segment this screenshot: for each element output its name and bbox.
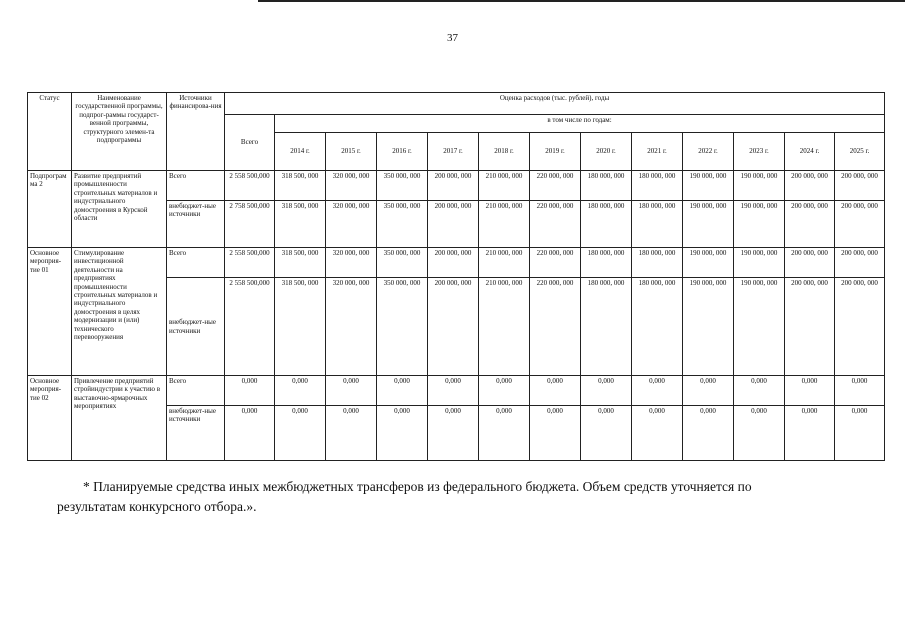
row-year-value: 180 000, 000 <box>581 278 632 376</box>
row-status: Основное мероприя-тие 01 <box>28 248 72 376</box>
page-number: 37 <box>447 32 458 44</box>
header-year: 2016 г. <box>377 133 428 171</box>
row-year-value: 190 000, 000 <box>734 201 785 248</box>
scan-top-edge-line <box>258 0 905 2</box>
header-year: 2023 г. <box>734 133 785 171</box>
row-year-value: 0,000 <box>377 376 428 406</box>
row-year-value: 200 000, 000 <box>428 171 479 201</box>
row-year-value: 200 000, 000 <box>428 201 479 248</box>
row-year-value: 0,000 <box>530 376 581 406</box>
row-year-value: 180 000, 000 <box>632 171 683 201</box>
row-year-value: 190 000, 000 <box>734 248 785 278</box>
row-source: внебюджет-ные источники <box>167 278 225 376</box>
row-year-value: 210 000, 000 <box>479 171 530 201</box>
row-year-value: 318 500, 000 <box>275 201 326 248</box>
row-year-value: 200 000, 000 <box>785 201 835 248</box>
row-year-value: 180 000, 000 <box>581 248 632 278</box>
row-source: Всего <box>167 376 225 406</box>
header-year: 2021 г. <box>632 133 683 171</box>
header-year: 2020 г. <box>581 133 632 171</box>
row-year-value: 180 000, 000 <box>632 201 683 248</box>
row-total: 2 758 500,000 <box>225 201 275 248</box>
header-year: 2018 г. <box>479 133 530 171</box>
row-year-value: 180 000, 000 <box>581 201 632 248</box>
row-year-value: 320 000, 000 <box>326 171 377 201</box>
row-year-value: 220 000, 000 <box>530 248 581 278</box>
row-year-value: 210 000, 000 <box>479 201 530 248</box>
header-year: 2025 г. <box>835 133 885 171</box>
header-sources: Источники финансирова-ния <box>167 93 225 171</box>
row-year-value: 0,000 <box>479 406 530 461</box>
row-year-value: 318 500, 000 <box>275 278 326 376</box>
header-year: 2014 г. <box>275 133 326 171</box>
row-year-value: 0,000 <box>632 376 683 406</box>
row-year-value: 220 000, 000 <box>530 278 581 376</box>
footnote <box>57 477 847 517</box>
header-estimate: Оценка расходов (тыс. рублей), годы <box>225 93 885 115</box>
row-year-value: 200 000, 000 <box>428 278 479 376</box>
row-year-value: 350 000, 000 <box>377 201 428 248</box>
row-year-value: 0,000 <box>326 406 377 461</box>
table-row <box>28 171 885 201</box>
row-source: внебюджет-ные источники <box>167 406 225 461</box>
row-year-value: 350 000, 000 <box>377 248 428 278</box>
row-year-value: 0,000 <box>275 376 326 406</box>
row-year-value: 220 000, 000 <box>530 171 581 201</box>
row-year-value: 320 000, 000 <box>326 278 377 376</box>
row-source: Всего <box>167 248 225 278</box>
header-year: 2024 г. <box>785 133 835 171</box>
row-year-value: 190 000, 000 <box>683 278 734 376</box>
row-status: Подпрограм ма 2 <box>28 171 72 248</box>
row-year-value: 0,000 <box>275 406 326 461</box>
row-year-value: 0,000 <box>785 406 835 461</box>
row-total: 2 558 500,000 <box>225 248 275 278</box>
row-year-value: 0,000 <box>734 406 785 461</box>
row-year-value: 190 000, 000 <box>734 278 785 376</box>
row-year-value: 0,000 <box>835 376 885 406</box>
table-row <box>28 376 885 406</box>
row-total: 0,000 <box>225 406 275 461</box>
header-name: Наименование государственной программы, подпрог-раммы государст-венной программы, структурного элемен-та подпрограммы <box>72 93 167 171</box>
row-year-value: 180 000, 000 <box>632 278 683 376</box>
row-year-value: 0,000 <box>734 376 785 406</box>
budget-table <box>27 92 885 461</box>
row-year-value: 318 500, 000 <box>275 248 326 278</box>
row-year-value: 320 000, 000 <box>326 248 377 278</box>
row-year-value: 0,000 <box>683 376 734 406</box>
header-year: 2022 г. <box>683 133 734 171</box>
row-total: 2 558 500,000 <box>225 171 275 201</box>
row-year-value: 0,000 <box>581 376 632 406</box>
row-year-value: 190 000, 000 <box>683 248 734 278</box>
footnote-line-1: * Планируемые средства иных межбюджетных трансферов из федерального бюджета. Объем средств уточняется по <box>83 479 752 494</box>
row-year-value: 200 000, 000 <box>428 248 479 278</box>
row-year-value: 318 500, 000 <box>275 171 326 201</box>
row-year-value: 0,000 <box>479 376 530 406</box>
row-year-value: 180 000, 000 <box>581 171 632 201</box>
row-year-value: 220 000, 000 <box>530 201 581 248</box>
row-year-value: 200 000, 000 <box>785 171 835 201</box>
row-source: внебюджет-ные источники <box>167 201 225 248</box>
row-year-value: 0,000 <box>581 406 632 461</box>
row-year-value: 0,000 <box>428 376 479 406</box>
row-name: Привлечение предприятий стройиндустрии к участию в выставочно-ярмарочных мероприятиях <box>72 376 167 461</box>
row-year-value: 0,000 <box>377 406 428 461</box>
row-year-value: 0,000 <box>785 376 835 406</box>
row-year-value: 180 000, 000 <box>632 248 683 278</box>
row-year-value: 0,000 <box>326 376 377 406</box>
footnote-line-2: результатам конкурсного отбора.». <box>57 499 257 514</box>
row-year-value: 0,000 <box>683 406 734 461</box>
row-year-value: 0,000 <box>835 406 885 461</box>
row-year-value: 320 000, 000 <box>326 201 377 248</box>
row-year-value: 200 000, 000 <box>785 248 835 278</box>
row-year-value: 0,000 <box>530 406 581 461</box>
row-year-value: 190 000, 000 <box>734 171 785 201</box>
table-row <box>28 248 885 278</box>
row-year-value: 190 000, 000 <box>683 201 734 248</box>
header-year: 2017 г. <box>428 133 479 171</box>
row-year-value: 200 000, 000 <box>835 248 885 278</box>
header-year: 2015 г. <box>326 133 377 171</box>
row-year-value: 210 000, 000 <box>479 278 530 376</box>
row-year-value: 210 000, 000 <box>479 248 530 278</box>
row-status: Основное мероприя-тие 02 <box>28 376 72 461</box>
row-year-value: 200 000, 000 <box>835 201 885 248</box>
row-name: Стимулирование инвестиционной деятельности на предприятиях промышленности строительных материалов и индустриального домостроения в целях модернизации и (или) технического перевооружения <box>72 248 167 376</box>
header-year: 2019 г. <box>530 133 581 171</box>
row-year-value: 200 000, 000 <box>835 171 885 201</box>
row-year-value: 200 000, 000 <box>835 278 885 376</box>
row-year-value: 350 000, 000 <box>377 171 428 201</box>
row-total: 0,000 <box>225 376 275 406</box>
row-name: Развитие предприятий промышленности строительных материалов и индустриального домостроения в Курской области <box>72 171 167 248</box>
row-total: 2 558 500,000 <box>225 278 275 376</box>
row-source: Всего <box>167 171 225 201</box>
header-by-years: в том числе по годам: <box>275 115 885 133</box>
row-year-value: 350 000, 000 <box>377 278 428 376</box>
header-total: Всего <box>225 115 275 171</box>
row-year-value: 190 000, 000 <box>683 171 734 201</box>
row-year-value: 0,000 <box>632 406 683 461</box>
header-status: Статус <box>28 93 72 171</box>
row-year-value: 200 000, 000 <box>785 278 835 376</box>
row-year-value: 0,000 <box>428 406 479 461</box>
